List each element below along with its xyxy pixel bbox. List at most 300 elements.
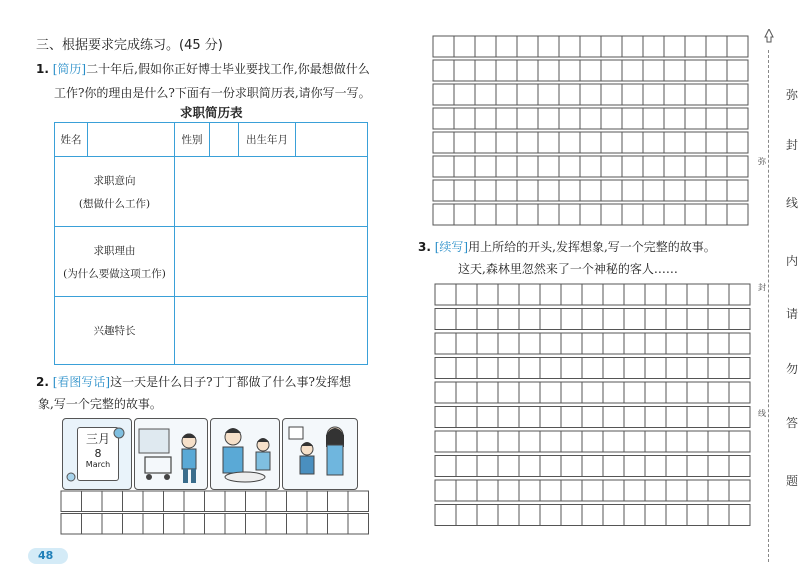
grid-cell[interactable] xyxy=(727,84,748,105)
grid-cell[interactable] xyxy=(561,431,582,452)
grid-cell[interactable] xyxy=(601,36,622,57)
grid-cell[interactable] xyxy=(687,333,708,354)
grid-cell[interactable] xyxy=(287,491,308,512)
grid-cell[interactable] xyxy=(519,456,540,477)
hobby-field[interactable] xyxy=(175,297,368,365)
grid-cell[interactable] xyxy=(708,505,729,526)
grid-cell[interactable] xyxy=(519,480,540,501)
grid-cell[interactable] xyxy=(727,60,748,81)
grid-cell[interactable] xyxy=(519,382,540,403)
grid-cell[interactable] xyxy=(685,108,706,129)
grid-cell[interactable] xyxy=(643,60,664,81)
grid-cell[interactable] xyxy=(538,36,559,57)
grid-cell[interactable] xyxy=(475,204,496,225)
grid-cell[interactable] xyxy=(666,480,687,501)
grid-cell[interactable] xyxy=(729,407,750,428)
grid-cell[interactable] xyxy=(624,456,645,477)
reason-field[interactable] xyxy=(175,227,368,297)
grid-cell[interactable] xyxy=(561,505,582,526)
grid-cell[interactable] xyxy=(622,108,643,129)
grid-cell[interactable] xyxy=(666,358,687,379)
grid-cell[interactable] xyxy=(582,358,603,379)
grid-cell[interactable] xyxy=(601,180,622,201)
grid-cell[interactable] xyxy=(454,204,475,225)
grid-cell[interactable] xyxy=(498,309,519,330)
grid-cell[interactable] xyxy=(540,382,561,403)
grid-cell[interactable] xyxy=(561,480,582,501)
grid-cell[interactable] xyxy=(580,60,601,81)
grid-cell[interactable] xyxy=(666,456,687,477)
grid-cell[interactable] xyxy=(685,84,706,105)
grid-cell[interactable] xyxy=(498,456,519,477)
grid-cell[interactable] xyxy=(561,284,582,305)
grid-cell[interactable] xyxy=(580,84,601,105)
grid-cell[interactable] xyxy=(102,491,123,512)
grid-cell[interactable] xyxy=(475,60,496,81)
grid-cell[interactable] xyxy=(708,480,729,501)
grid-cell[interactable] xyxy=(727,108,748,129)
grid-cell[interactable] xyxy=(580,108,601,129)
grid-cell[interactable] xyxy=(727,36,748,57)
grid-cell[interactable] xyxy=(477,456,498,477)
grid-cell[interactable] xyxy=(498,505,519,526)
grid-cell[interactable] xyxy=(540,456,561,477)
grid-cell[interactable] xyxy=(164,491,185,512)
grid-cell[interactable] xyxy=(559,156,580,177)
q2-writing-grid[interactable] xyxy=(60,490,370,536)
grid-cell[interactable] xyxy=(603,407,624,428)
grid-cell[interactable] xyxy=(82,514,103,535)
grid-cell[interactable] xyxy=(729,456,750,477)
grid-cell[interactable] xyxy=(435,505,456,526)
grid-cell[interactable] xyxy=(708,358,729,379)
grid-cell[interactable] xyxy=(475,156,496,177)
grid-cell[interactable] xyxy=(645,480,666,501)
grid-cell[interactable] xyxy=(540,431,561,452)
grid-cell[interactable] xyxy=(559,204,580,225)
grid-cell[interactable] xyxy=(601,60,622,81)
grid-cell[interactable] xyxy=(582,284,603,305)
grid-cell[interactable] xyxy=(622,132,643,153)
grid-cell[interactable] xyxy=(582,431,603,452)
grid-cell[interactable] xyxy=(729,480,750,501)
grid-cell[interactable] xyxy=(727,204,748,225)
q2-continued-grid[interactable] xyxy=(432,35,752,230)
grid-cell[interactable] xyxy=(496,204,517,225)
grid-cell[interactable] xyxy=(498,382,519,403)
grid-cell[interactable] xyxy=(496,108,517,129)
grid-cell[interactable] xyxy=(517,84,538,105)
grid-cell[interactable] xyxy=(582,407,603,428)
grid-cell[interactable] xyxy=(496,84,517,105)
grid-cell[interactable] xyxy=(603,358,624,379)
grid-cell[interactable] xyxy=(687,480,708,501)
grid-cell[interactable] xyxy=(666,431,687,452)
grid-cell[interactable] xyxy=(727,132,748,153)
grid-cell[interactable] xyxy=(517,108,538,129)
grid-cell[interactable] xyxy=(266,491,287,512)
grid-cell[interactable] xyxy=(622,60,643,81)
grid-cell[interactable] xyxy=(624,480,645,501)
grid-cell[interactable] xyxy=(246,514,267,535)
grid-cell[interactable] xyxy=(729,382,750,403)
grid-cell[interactable] xyxy=(645,309,666,330)
grid-cell[interactable] xyxy=(435,456,456,477)
grid-cell[interactable] xyxy=(498,480,519,501)
grid-cell[interactable] xyxy=(433,204,454,225)
grid-cell[interactable] xyxy=(706,204,727,225)
grid-cell[interactable] xyxy=(622,36,643,57)
grid-cell[interactable] xyxy=(664,132,685,153)
grid-cell[interactable] xyxy=(477,284,498,305)
grid-cell[interactable] xyxy=(624,333,645,354)
grid-cell[interactable] xyxy=(287,514,308,535)
grid-cell[interactable] xyxy=(687,309,708,330)
grid-cell[interactable] xyxy=(664,36,685,57)
grid-cell[interactable] xyxy=(456,358,477,379)
grid-cell[interactable] xyxy=(454,84,475,105)
grid-cell[interactable] xyxy=(664,156,685,177)
grid-cell[interactable] xyxy=(645,431,666,452)
grid-cell[interactable] xyxy=(246,491,267,512)
grid-cell[interactable] xyxy=(664,204,685,225)
grid-cell[interactable] xyxy=(687,505,708,526)
grid-cell[interactable] xyxy=(687,382,708,403)
grid-cell[interactable] xyxy=(601,156,622,177)
grid-cell[interactable] xyxy=(456,407,477,428)
grid-cell[interactable] xyxy=(729,309,750,330)
grid-cell[interactable] xyxy=(706,84,727,105)
grid-cell[interactable] xyxy=(477,333,498,354)
grid-cell[interactable] xyxy=(498,284,519,305)
grid-cell[interactable] xyxy=(708,431,729,452)
grid-cell[interactable] xyxy=(622,156,643,177)
grid-cell[interactable] xyxy=(517,132,538,153)
grid-cell[interactable] xyxy=(645,456,666,477)
grid-cell[interactable] xyxy=(328,491,349,512)
grid-cell[interactable] xyxy=(498,333,519,354)
grid-cell[interactable] xyxy=(708,456,729,477)
gender-field[interactable] xyxy=(210,123,239,157)
grid-cell[interactable] xyxy=(624,431,645,452)
grid-cell[interactable] xyxy=(664,180,685,201)
grid-cell[interactable] xyxy=(706,132,727,153)
grid-cell[interactable] xyxy=(624,505,645,526)
grid-cell[interactable] xyxy=(454,108,475,129)
grid-cell[interactable] xyxy=(645,407,666,428)
grid-cell[interactable] xyxy=(582,382,603,403)
grid-cell[interactable] xyxy=(123,491,144,512)
grid-cell[interactable] xyxy=(456,505,477,526)
grid-cell[interactable] xyxy=(645,382,666,403)
grid-cell[interactable] xyxy=(477,382,498,403)
grid-cell[interactable] xyxy=(61,491,82,512)
grid-cell[interactable] xyxy=(454,36,475,57)
grid-cell[interactable] xyxy=(685,156,706,177)
grid-cell[interactable] xyxy=(496,180,517,201)
grid-cell[interactable] xyxy=(540,358,561,379)
grid-cell[interactable] xyxy=(601,204,622,225)
grid-cell[interactable] xyxy=(708,284,729,305)
grid-cell[interactable] xyxy=(61,514,82,535)
grid-cell[interactable] xyxy=(685,36,706,57)
grid-cell[interactable] xyxy=(603,480,624,501)
grid-cell[interactable] xyxy=(706,180,727,201)
grid-cell[interactable] xyxy=(517,156,538,177)
grid-cell[interactable] xyxy=(496,36,517,57)
grid-cell[interactable] xyxy=(580,180,601,201)
grid-cell[interactable] xyxy=(433,156,454,177)
grid-cell[interactable] xyxy=(540,284,561,305)
grid-cell[interactable] xyxy=(433,132,454,153)
grid-cell[interactable] xyxy=(624,382,645,403)
grid-cell[interactable] xyxy=(477,431,498,452)
grid-cell[interactable] xyxy=(538,204,559,225)
grid-cell[interactable] xyxy=(519,505,540,526)
grid-cell[interactable] xyxy=(435,333,456,354)
grid-cell[interactable] xyxy=(666,505,687,526)
grid-cell[interactable] xyxy=(435,358,456,379)
grid-cell[interactable] xyxy=(708,407,729,428)
grid-cell[interactable] xyxy=(540,309,561,330)
grid-cell[interactable] xyxy=(685,180,706,201)
grid-cell[interactable] xyxy=(561,407,582,428)
grid-cell[interactable] xyxy=(454,156,475,177)
grid-cell[interactable] xyxy=(475,36,496,57)
grid-cell[interactable] xyxy=(727,156,748,177)
grid-cell[interactable] xyxy=(433,108,454,129)
grid-cell[interactable] xyxy=(687,431,708,452)
grid-cell[interactable] xyxy=(559,36,580,57)
grid-cell[interactable] xyxy=(645,284,666,305)
grid-cell[interactable] xyxy=(435,431,456,452)
grid-cell[interactable] xyxy=(685,132,706,153)
grid-cell[interactable] xyxy=(645,358,666,379)
grid-cell[interactable] xyxy=(685,204,706,225)
grid-cell[interactable] xyxy=(348,491,369,512)
grid-cell[interactable] xyxy=(433,84,454,105)
grid-cell[interactable] xyxy=(540,407,561,428)
grid-cell[interactable] xyxy=(624,358,645,379)
grid-cell[interactable] xyxy=(559,60,580,81)
grid-cell[interactable] xyxy=(475,180,496,201)
grid-cell[interactable] xyxy=(143,491,164,512)
grid-cell[interactable] xyxy=(540,505,561,526)
grid-cell[interactable] xyxy=(561,358,582,379)
grid-cell[interactable] xyxy=(164,514,185,535)
grid-cell[interactable] xyxy=(498,431,519,452)
grid-cell[interactable] xyxy=(622,84,643,105)
grid-cell[interactable] xyxy=(123,514,144,535)
grid-cell[interactable] xyxy=(603,333,624,354)
grid-cell[interactable] xyxy=(561,382,582,403)
grid-cell[interactable] xyxy=(603,382,624,403)
grid-cell[interactable] xyxy=(664,60,685,81)
grid-cell[interactable] xyxy=(666,333,687,354)
grid-cell[interactable] xyxy=(622,204,643,225)
grid-cell[interactable] xyxy=(82,491,103,512)
grid-cell[interactable] xyxy=(433,36,454,57)
grid-cell[interactable] xyxy=(603,505,624,526)
grid-cell[interactable] xyxy=(645,333,666,354)
birth-field[interactable] xyxy=(296,123,368,157)
grid-cell[interactable] xyxy=(729,284,750,305)
grid-cell[interactable] xyxy=(477,505,498,526)
grid-cell[interactable] xyxy=(687,284,708,305)
grid-cell[interactable] xyxy=(687,407,708,428)
grid-cell[interactable] xyxy=(184,491,205,512)
grid-cell[interactable] xyxy=(538,156,559,177)
grid-cell[interactable] xyxy=(519,407,540,428)
grid-cell[interactable] xyxy=(580,204,601,225)
grid-cell[interactable] xyxy=(184,514,205,535)
grid-cell[interactable] xyxy=(643,84,664,105)
grid-cell[interactable] xyxy=(582,456,603,477)
grid-cell[interactable] xyxy=(475,132,496,153)
grid-cell[interactable] xyxy=(519,358,540,379)
grid-cell[interactable] xyxy=(643,180,664,201)
grid-cell[interactable] xyxy=(538,60,559,81)
grid-cell[interactable] xyxy=(435,309,456,330)
grid-cell[interactable] xyxy=(433,180,454,201)
grid-cell[interactable] xyxy=(708,333,729,354)
grid-cell[interactable] xyxy=(496,132,517,153)
grid-cell[interactable] xyxy=(559,180,580,201)
grid-cell[interactable] xyxy=(496,156,517,177)
grid-cell[interactable] xyxy=(519,431,540,452)
grid-cell[interactable] xyxy=(729,431,750,452)
grid-cell[interactable] xyxy=(706,156,727,177)
grid-cell[interactable] xyxy=(582,309,603,330)
grid-cell[interactable] xyxy=(517,60,538,81)
name-field[interactable] xyxy=(88,123,175,157)
grid-cell[interactable] xyxy=(559,108,580,129)
grid-cell[interactable] xyxy=(307,491,328,512)
grid-cell[interactable] xyxy=(496,60,517,81)
grid-cell[interactable] xyxy=(456,333,477,354)
grid-cell[interactable] xyxy=(266,514,287,535)
grid-cell[interactable] xyxy=(664,108,685,129)
grid-cell[interactable] xyxy=(328,514,349,535)
grid-cell[interactable] xyxy=(706,60,727,81)
grid-cell[interactable] xyxy=(580,36,601,57)
grid-cell[interactable] xyxy=(225,491,246,512)
grid-cell[interactable] xyxy=(666,284,687,305)
grid-cell[interactable] xyxy=(475,108,496,129)
grid-cell[interactable] xyxy=(517,36,538,57)
grid-cell[interactable] xyxy=(538,180,559,201)
grid-cell[interactable] xyxy=(561,333,582,354)
grid-cell[interactable] xyxy=(580,132,601,153)
grid-cell[interactable] xyxy=(582,480,603,501)
grid-cell[interactable] xyxy=(435,284,456,305)
grid-cell[interactable] xyxy=(456,480,477,501)
grid-cell[interactable] xyxy=(706,36,727,57)
grid-cell[interactable] xyxy=(498,358,519,379)
grid-cell[interactable] xyxy=(538,132,559,153)
grid-cell[interactable] xyxy=(456,382,477,403)
q3-writing-grid[interactable] xyxy=(434,283,754,529)
grid-cell[interactable] xyxy=(143,514,164,535)
grid-cell[interactable] xyxy=(687,456,708,477)
grid-cell[interactable] xyxy=(582,333,603,354)
grid-cell[interactable] xyxy=(727,180,748,201)
grid-cell[interactable] xyxy=(624,309,645,330)
grid-cell[interactable] xyxy=(205,491,226,512)
grid-cell[interactable] xyxy=(643,36,664,57)
grid-cell[interactable] xyxy=(561,309,582,330)
grid-cell[interactable] xyxy=(559,84,580,105)
grid-cell[interactable] xyxy=(664,84,685,105)
grid-cell[interactable] xyxy=(517,204,538,225)
grid-cell[interactable] xyxy=(433,60,454,81)
grid-cell[interactable] xyxy=(706,108,727,129)
grid-cell[interactable] xyxy=(708,382,729,403)
grid-cell[interactable] xyxy=(643,108,664,129)
grid-cell[interactable] xyxy=(519,309,540,330)
grid-cell[interactable] xyxy=(559,132,580,153)
grid-cell[interactable] xyxy=(435,480,456,501)
grid-cell[interactable] xyxy=(477,309,498,330)
grid-cell[interactable] xyxy=(580,156,601,177)
grid-cell[interactable] xyxy=(643,156,664,177)
grid-cell[interactable] xyxy=(729,358,750,379)
grid-cell[interactable] xyxy=(645,505,666,526)
grid-cell[interactable] xyxy=(601,108,622,129)
grid-cell[interactable] xyxy=(456,456,477,477)
grid-cell[interactable] xyxy=(454,132,475,153)
grid-cell[interactable] xyxy=(477,407,498,428)
grid-cell[interactable] xyxy=(687,358,708,379)
grid-cell[interactable] xyxy=(205,514,226,535)
grid-cell[interactable] xyxy=(624,407,645,428)
grid-cell[interactable] xyxy=(666,382,687,403)
grid-cell[interactable] xyxy=(102,514,123,535)
grid-cell[interactable] xyxy=(729,333,750,354)
grid-cell[interactable] xyxy=(538,108,559,129)
grid-cell[interactable] xyxy=(225,514,246,535)
grid-cell[interactable] xyxy=(603,284,624,305)
grid-cell[interactable] xyxy=(348,514,369,535)
grid-cell[interactable] xyxy=(603,431,624,452)
grid-cell[interactable] xyxy=(456,309,477,330)
grid-cell[interactable] xyxy=(582,505,603,526)
grid-cell[interactable] xyxy=(475,84,496,105)
grid-cell[interactable] xyxy=(477,480,498,501)
grid-cell[interactable] xyxy=(477,358,498,379)
grid-cell[interactable] xyxy=(517,180,538,201)
grid-cell[interactable] xyxy=(603,456,624,477)
grid-cell[interactable] xyxy=(643,132,664,153)
grid-cell[interactable] xyxy=(454,60,475,81)
grid-cell[interactable] xyxy=(307,514,328,535)
grid-cell[interactable] xyxy=(435,382,456,403)
grid-cell[interactable] xyxy=(685,60,706,81)
grid-cell[interactable] xyxy=(729,505,750,526)
grid-cell[interactable] xyxy=(603,309,624,330)
grid-cell[interactable] xyxy=(519,284,540,305)
grid-cell[interactable] xyxy=(454,180,475,201)
grid-cell[interactable] xyxy=(708,309,729,330)
grid-cell[interactable] xyxy=(540,480,561,501)
grid-cell[interactable] xyxy=(498,407,519,428)
grid-cell[interactable] xyxy=(601,84,622,105)
grid-cell[interactable] xyxy=(456,284,477,305)
grid-cell[interactable] xyxy=(666,407,687,428)
grid-cell[interactable] xyxy=(624,284,645,305)
grid-cell[interactable] xyxy=(456,431,477,452)
grid-cell[interactable] xyxy=(561,456,582,477)
